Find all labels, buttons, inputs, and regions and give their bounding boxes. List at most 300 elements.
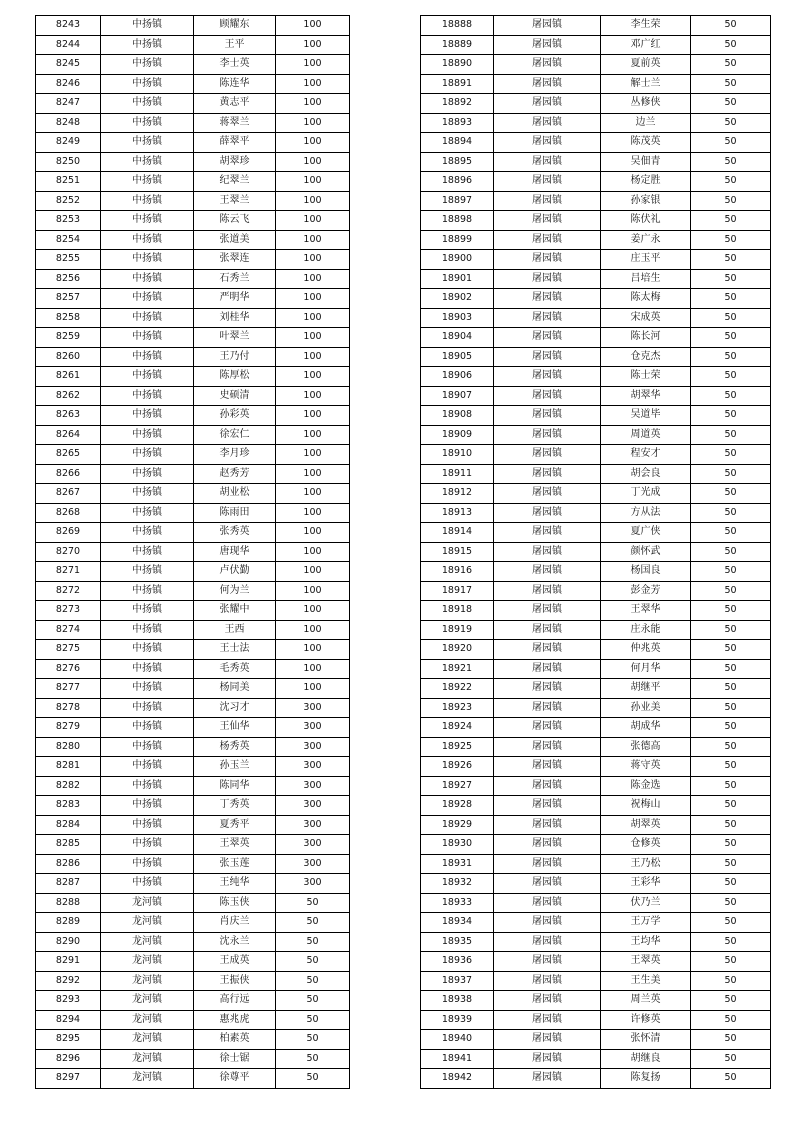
town-name-cell: 屠园镇 (494, 113, 601, 133)
person-name-cell: 陈伏礼 (601, 211, 691, 231)
record-number-cell: 8249 (36, 133, 101, 153)
table-row (36, 523, 350, 543)
amount-cell: 50 (691, 542, 771, 562)
amount-cell: 100 (276, 55, 350, 75)
table-row (36, 308, 350, 328)
town-name-cell: 屠园镇 (494, 1030, 601, 1050)
table-row (36, 445, 350, 465)
table-row (421, 211, 771, 231)
person-name-cell: 王生美 (601, 971, 691, 991)
amount-cell: 50 (276, 1069, 350, 1089)
table-row (421, 425, 771, 445)
record-number-cell: 18896 (421, 172, 494, 192)
town-name-cell: 屠园镇 (494, 776, 601, 796)
person-name-cell: 王翠英 (194, 835, 276, 855)
table-row (421, 1030, 771, 1050)
record-number-cell: 8290 (36, 932, 101, 952)
town-name-cell: 屠园镇 (494, 211, 601, 231)
record-number-cell: 8276 (36, 659, 101, 679)
amount-cell: 100 (276, 659, 350, 679)
town-name-cell: 中扬镇 (101, 562, 194, 582)
town-name-cell: 中扬镇 (101, 464, 194, 484)
record-number-cell: 8256 (36, 269, 101, 289)
table-row (36, 406, 350, 426)
person-name-cell: 陈厚松 (194, 367, 276, 387)
person-name-cell: 边兰 (601, 113, 691, 133)
town-name-cell: 中扬镇 (101, 308, 194, 328)
amount-cell: 50 (691, 328, 771, 348)
person-name-cell: 叶翠兰 (194, 328, 276, 348)
table-row (421, 659, 771, 679)
amount-cell: 50 (691, 308, 771, 328)
table-row (421, 445, 771, 465)
amount-cell: 50 (691, 581, 771, 601)
table-row (36, 854, 350, 874)
person-name-cell: 李月珍 (194, 445, 276, 465)
record-number-cell: 18911 (421, 464, 494, 484)
town-name-cell: 屠园镇 (494, 386, 601, 406)
town-name-cell: 中扬镇 (101, 269, 194, 289)
person-name-cell: 姜广永 (601, 230, 691, 250)
amount-cell: 300 (276, 698, 350, 718)
town-name-cell: 中扬镇 (101, 620, 194, 640)
person-name-cell: 颜怀武 (601, 542, 691, 562)
record-number-cell: 18938 (421, 991, 494, 1011)
person-name-cell: 胡会良 (601, 464, 691, 484)
table-row (36, 932, 350, 952)
record-number-cell: 18901 (421, 269, 494, 289)
table-row (421, 1010, 771, 1030)
person-name-cell: 孙玉兰 (194, 757, 276, 777)
amount-cell: 50 (691, 1049, 771, 1069)
amount-cell: 50 (691, 640, 771, 660)
record-number-cell: 8281 (36, 757, 101, 777)
person-name-cell: 孙彩英 (194, 406, 276, 426)
table-row (36, 601, 350, 621)
amount-cell: 50 (691, 386, 771, 406)
table-row (36, 289, 350, 309)
town-name-cell: 龙河镇 (101, 1049, 194, 1069)
table-row (421, 74, 771, 94)
person-name-cell: 周兰英 (601, 991, 691, 1011)
amount-cell: 100 (276, 425, 350, 445)
record-number-cell: 18929 (421, 815, 494, 835)
table-row (421, 328, 771, 348)
amount-cell: 50 (691, 406, 771, 426)
town-name-cell: 屠园镇 (494, 406, 601, 426)
table-row (421, 893, 771, 913)
record-number-cell: 18930 (421, 835, 494, 855)
town-name-cell: 龙河镇 (101, 1010, 194, 1030)
town-name-cell: 屠园镇 (494, 308, 601, 328)
record-number-cell: 8261 (36, 367, 101, 387)
town-name-cell: 屠园镇 (494, 484, 601, 504)
table-row (421, 640, 771, 660)
record-number-cell: 18919 (421, 620, 494, 640)
person-name-cell: 张怀清 (601, 1030, 691, 1050)
table-row (421, 952, 771, 972)
amount-cell: 50 (691, 425, 771, 445)
amount-cell: 50 (691, 971, 771, 991)
town-name-cell: 中扬镇 (101, 874, 194, 894)
record-number-cell: 18910 (421, 445, 494, 465)
table-row (36, 113, 350, 133)
table-row (36, 269, 350, 289)
amount-cell: 50 (691, 1030, 771, 1050)
town-name-cell: 屠园镇 (494, 640, 601, 660)
record-number-cell: 8279 (36, 718, 101, 738)
town-name-cell: 中扬镇 (101, 698, 194, 718)
town-name-cell: 屠园镇 (494, 757, 601, 777)
person-name-cell: 徐尊平 (194, 1069, 276, 1089)
table-row (36, 328, 350, 348)
town-name-cell: 屠园镇 (494, 94, 601, 114)
amount-cell: 50 (691, 250, 771, 270)
town-name-cell: 屠园镇 (494, 347, 601, 367)
record-number-cell: 18942 (421, 1069, 494, 1089)
amount-cell: 100 (276, 113, 350, 133)
amount-cell: 100 (276, 328, 350, 348)
table-row (421, 776, 771, 796)
amount-cell: 50 (691, 94, 771, 114)
person-name-cell: 王翠英 (601, 952, 691, 972)
amount-cell: 50 (276, 1030, 350, 1050)
record-number-cell: 8248 (36, 113, 101, 133)
record-number-cell: 8257 (36, 289, 101, 309)
amount-cell: 50 (691, 152, 771, 172)
amount-cell: 50 (691, 718, 771, 738)
record-number-cell: 18918 (421, 601, 494, 621)
person-name-cell: 王翠兰 (194, 191, 276, 211)
person-name-cell: 惠兆虎 (194, 1010, 276, 1030)
table-row (421, 796, 771, 816)
table-row (36, 796, 350, 816)
town-name-cell: 中扬镇 (101, 835, 194, 855)
record-number-cell: 18903 (421, 308, 494, 328)
town-name-cell: 中扬镇 (101, 133, 194, 153)
town-name-cell: 中扬镇 (101, 386, 194, 406)
person-name-cell: 丛修侠 (601, 94, 691, 114)
record-number-cell: 8297 (36, 1069, 101, 1089)
person-name-cell: 陈云飞 (194, 211, 276, 231)
record-number-cell: 18905 (421, 347, 494, 367)
record-number-cell: 8251 (36, 172, 101, 192)
town-name-cell: 中扬镇 (101, 425, 194, 445)
record-number-cell: 18904 (421, 328, 494, 348)
amount-cell: 100 (276, 503, 350, 523)
record-number-cell: 18889 (421, 35, 494, 55)
amount-cell: 100 (276, 230, 350, 250)
record-number-cell: 8293 (36, 991, 101, 1011)
amount-cell: 100 (276, 601, 350, 621)
table-row (421, 35, 771, 55)
amount-cell: 100 (276, 562, 350, 582)
amount-cell: 50 (691, 113, 771, 133)
table-row (36, 172, 350, 192)
town-name-cell: 中扬镇 (101, 445, 194, 465)
table-row (421, 152, 771, 172)
amount-cell: 50 (276, 952, 350, 972)
town-name-cell: 中扬镇 (101, 503, 194, 523)
person-name-cell: 王士法 (194, 640, 276, 660)
town-name-cell: 中扬镇 (101, 230, 194, 250)
person-name-cell: 陈复扬 (601, 1069, 691, 1089)
record-number-cell: 18932 (421, 874, 494, 894)
person-name-cell: 胡继平 (601, 679, 691, 699)
table-row (421, 835, 771, 855)
table-row (421, 1049, 771, 1069)
record-number-cell: 8273 (36, 601, 101, 621)
table-row (421, 757, 771, 777)
table-row (421, 620, 771, 640)
person-name-cell: 高行远 (194, 991, 276, 1011)
person-name-cell: 彭金芳 (601, 581, 691, 601)
amount-cell: 50 (691, 991, 771, 1011)
amount-cell: 300 (276, 776, 350, 796)
record-number-cell: 18892 (421, 94, 494, 114)
table-row (421, 16, 771, 36)
town-name-cell: 屠园镇 (494, 250, 601, 270)
record-number-cell: 18926 (421, 757, 494, 777)
person-name-cell: 毛秀英 (194, 659, 276, 679)
person-name-cell: 张德高 (601, 737, 691, 757)
person-name-cell: 王彩华 (601, 874, 691, 894)
table-row (36, 952, 350, 972)
town-name-cell: 龙河镇 (101, 1030, 194, 1050)
record-number-cell: 8244 (36, 35, 101, 55)
table-row (36, 542, 350, 562)
table-row (421, 308, 771, 328)
town-name-cell: 屠园镇 (494, 562, 601, 582)
table-row (36, 347, 350, 367)
person-name-cell: 王振侠 (194, 971, 276, 991)
left-table (35, 15, 350, 1089)
person-name-cell: 胡成华 (601, 718, 691, 738)
person-name-cell: 王平 (194, 35, 276, 55)
record-number-cell: 18900 (421, 250, 494, 270)
person-name-cell: 史硕清 (194, 386, 276, 406)
person-name-cell: 许修英 (601, 1010, 691, 1030)
person-name-cell: 何月华 (601, 659, 691, 679)
table-row (36, 484, 350, 504)
table-row (36, 250, 350, 270)
amount-cell: 50 (276, 1010, 350, 1030)
person-name-cell: 陈茂英 (601, 133, 691, 153)
town-name-cell: 屠园镇 (494, 445, 601, 465)
amount-cell: 100 (276, 386, 350, 406)
record-number-cell: 8285 (36, 835, 101, 855)
record-number-cell: 8278 (36, 698, 101, 718)
town-name-cell: 屠园镇 (494, 16, 601, 36)
town-name-cell: 屠园镇 (494, 874, 601, 894)
record-number-cell: 18924 (421, 718, 494, 738)
person-name-cell: 陈玉侠 (194, 893, 276, 913)
table-row (421, 386, 771, 406)
table-row (421, 113, 771, 133)
town-name-cell: 屠园镇 (494, 581, 601, 601)
table-row (421, 874, 771, 894)
town-name-cell: 屠园镇 (494, 698, 601, 718)
record-number-cell: 8255 (36, 250, 101, 270)
person-name-cell: 徐士锯 (194, 1049, 276, 1069)
table-row (36, 620, 350, 640)
person-name-cell: 薛翠平 (194, 133, 276, 153)
record-number-cell: 18908 (421, 406, 494, 426)
person-name-cell: 王翠华 (601, 601, 691, 621)
record-number-cell: 8295 (36, 1030, 101, 1050)
amount-cell: 100 (276, 581, 350, 601)
person-name-cell: 夏秀平 (194, 815, 276, 835)
person-name-cell: 张玉莲 (194, 854, 276, 874)
person-name-cell: 赵秀芳 (194, 464, 276, 484)
town-name-cell: 中扬镇 (101, 718, 194, 738)
table-row (36, 152, 350, 172)
record-number-cell: 8264 (36, 425, 101, 445)
amount-cell: 50 (691, 172, 771, 192)
amount-cell: 300 (276, 718, 350, 738)
table-row (421, 94, 771, 114)
person-name-cell: 刘桂华 (194, 308, 276, 328)
record-number-cell: 18906 (421, 367, 494, 387)
table-row (36, 464, 350, 484)
town-name-cell: 屠园镇 (494, 620, 601, 640)
record-number-cell: 8270 (36, 542, 101, 562)
right-table-body (421, 16, 771, 1089)
town-name-cell: 屠园镇 (494, 796, 601, 816)
amount-cell: 100 (276, 367, 350, 387)
table-row (36, 503, 350, 523)
amount-cell: 50 (691, 503, 771, 523)
record-number-cell: 18899 (421, 230, 494, 250)
table-row (421, 581, 771, 601)
town-name-cell: 中扬镇 (101, 737, 194, 757)
amount-cell: 50 (691, 523, 771, 543)
left-table-body (36, 16, 350, 1089)
person-name-cell: 李生荣 (601, 16, 691, 36)
table-row (36, 698, 350, 718)
amount-cell: 300 (276, 874, 350, 894)
person-name-cell: 陈士荣 (601, 367, 691, 387)
amount-cell: 100 (276, 94, 350, 114)
table-row (421, 679, 771, 699)
person-name-cell: 王乃付 (194, 347, 276, 367)
record-number-cell: 8294 (36, 1010, 101, 1030)
person-name-cell: 石秀兰 (194, 269, 276, 289)
person-name-cell: 陈太梅 (601, 289, 691, 309)
amount-cell: 100 (276, 347, 350, 367)
table-row (36, 230, 350, 250)
person-name-cell: 严明华 (194, 289, 276, 309)
table-row (421, 601, 771, 621)
person-name-cell: 伏乃兰 (601, 893, 691, 913)
record-number-cell: 8260 (36, 347, 101, 367)
town-name-cell: 屠园镇 (494, 35, 601, 55)
record-number-cell: 8271 (36, 562, 101, 582)
person-name-cell: 陈同华 (194, 776, 276, 796)
town-name-cell: 屠园镇 (494, 932, 601, 952)
amount-cell: 50 (691, 796, 771, 816)
record-number-cell: 18893 (421, 113, 494, 133)
record-number-cell: 18940 (421, 1030, 494, 1050)
town-name-cell: 屠园镇 (494, 328, 601, 348)
person-name-cell: 仓克杰 (601, 347, 691, 367)
person-name-cell: 陈长河 (601, 328, 691, 348)
town-name-cell: 屠园镇 (494, 718, 601, 738)
table-row (36, 718, 350, 738)
person-name-cell: 王万学 (601, 913, 691, 933)
table-row (421, 815, 771, 835)
town-name-cell: 屠园镇 (494, 835, 601, 855)
amount-cell: 100 (276, 211, 350, 231)
town-name-cell: 屠园镇 (494, 464, 601, 484)
town-name-cell: 屠园镇 (494, 971, 601, 991)
person-name-cell: 胡继良 (601, 1049, 691, 1069)
person-name-cell: 杨秀英 (194, 737, 276, 757)
town-name-cell: 屠园镇 (494, 542, 601, 562)
amount-cell: 50 (691, 737, 771, 757)
record-number-cell: 8291 (36, 952, 101, 972)
amount-cell: 100 (276, 16, 350, 36)
person-name-cell: 王均华 (601, 932, 691, 952)
record-number-cell: 18915 (421, 542, 494, 562)
town-name-cell: 龙河镇 (101, 913, 194, 933)
amount-cell: 50 (691, 16, 771, 36)
table-row (36, 191, 350, 211)
record-number-cell: 8247 (36, 94, 101, 114)
town-name-cell: 中扬镇 (101, 16, 194, 36)
town-name-cell: 中扬镇 (101, 35, 194, 55)
table-row (421, 718, 771, 738)
table-row (421, 542, 771, 562)
table-row (36, 94, 350, 114)
town-name-cell: 屠园镇 (494, 1049, 601, 1069)
town-name-cell: 屠园镇 (494, 230, 601, 250)
record-number-cell: 18937 (421, 971, 494, 991)
amount-cell: 100 (276, 191, 350, 211)
table-row (421, 562, 771, 582)
person-name-cell: 蒋翠兰 (194, 113, 276, 133)
person-name-cell: 周道英 (601, 425, 691, 445)
record-number-cell: 18888 (421, 16, 494, 36)
town-name-cell: 龙河镇 (101, 932, 194, 952)
town-name-cell: 屠园镇 (494, 133, 601, 153)
table-row (36, 835, 350, 855)
amount-cell: 100 (276, 523, 350, 543)
table-row (421, 250, 771, 270)
table-row (36, 893, 350, 913)
town-name-cell: 中扬镇 (101, 542, 194, 562)
record-number-cell: 8266 (36, 464, 101, 484)
amount-cell: 100 (276, 133, 350, 153)
table-row (421, 1069, 771, 1089)
amount-cell: 50 (691, 562, 771, 582)
amount-cell: 300 (276, 815, 350, 835)
town-name-cell: 屠园镇 (494, 1010, 601, 1030)
table-row (36, 1049, 350, 1069)
person-name-cell: 陈连华 (194, 74, 276, 94)
town-name-cell: 中扬镇 (101, 250, 194, 270)
amount-cell: 50 (691, 679, 771, 699)
town-name-cell: 屠园镇 (494, 172, 601, 192)
amount-cell: 50 (691, 757, 771, 777)
table-row (421, 289, 771, 309)
town-name-cell: 中扬镇 (101, 289, 194, 309)
table-row (36, 211, 350, 231)
table-row (36, 425, 350, 445)
town-name-cell: 屠园镇 (494, 191, 601, 211)
person-name-cell: 庄玉平 (601, 250, 691, 270)
amount-cell: 50 (691, 698, 771, 718)
